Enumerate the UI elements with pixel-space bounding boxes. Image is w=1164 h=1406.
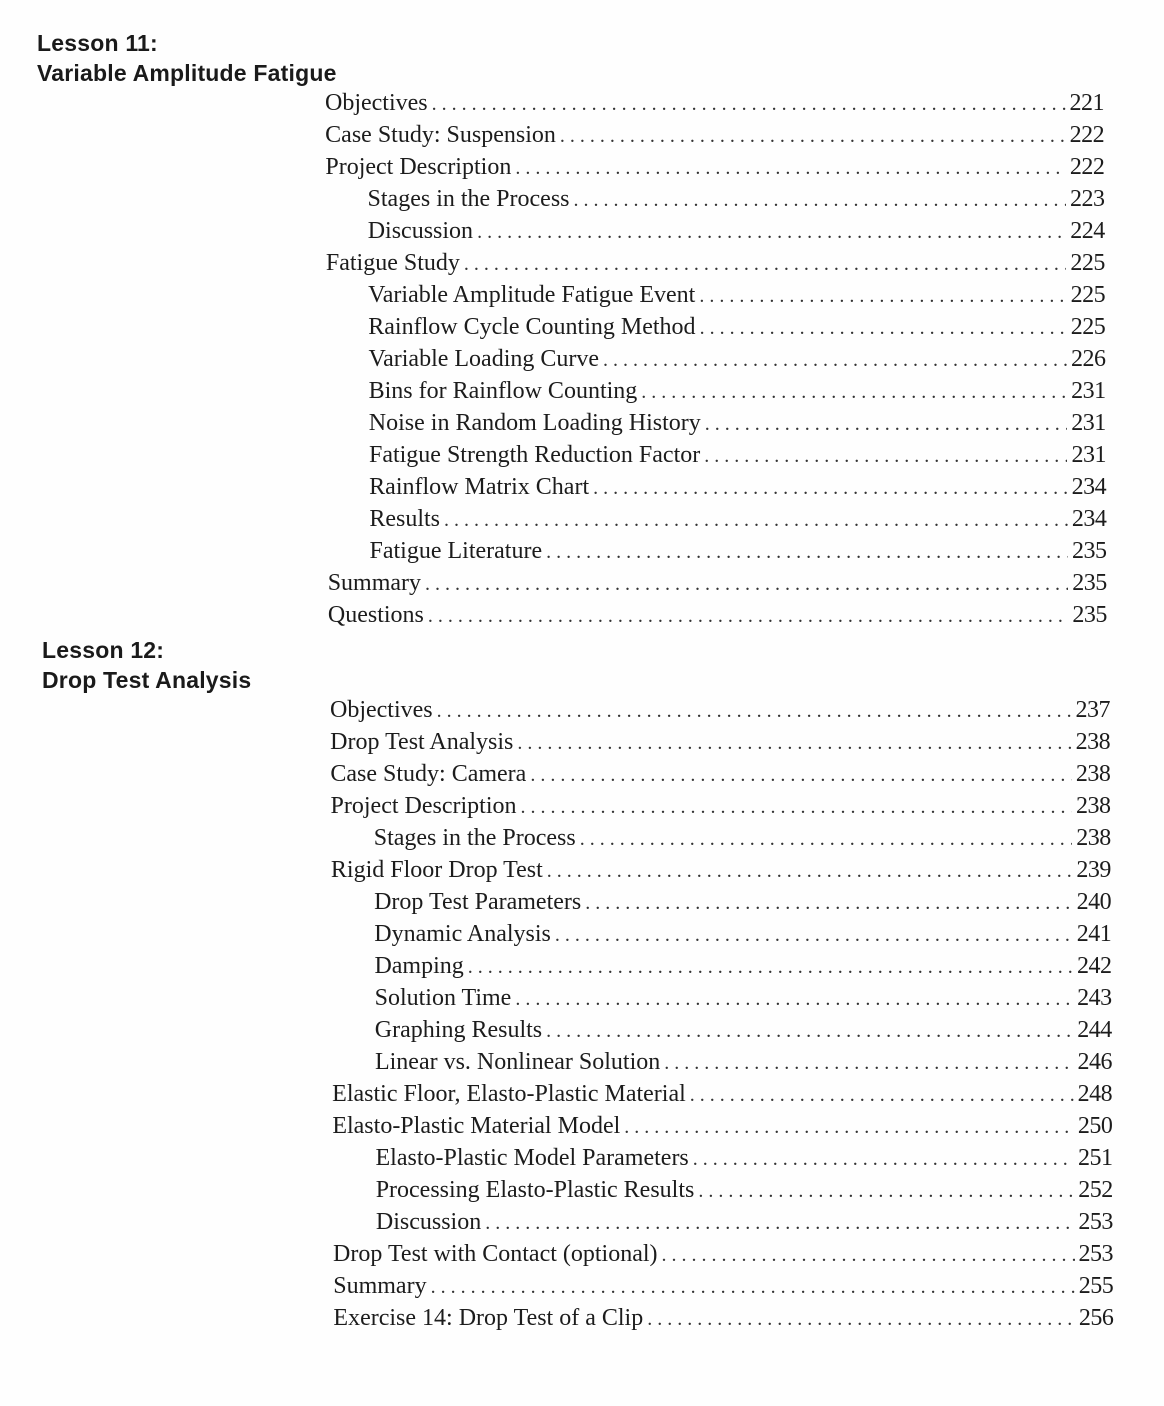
toc-entry-title: Elasto-Plastic Model Parameters [375, 1145, 689, 1171]
dot-leader [705, 408, 1068, 440]
dot-leader [699, 280, 1066, 312]
toc-entry-title: Summary [327, 570, 422, 596]
dot-leader [603, 344, 1067, 376]
dot-leader [485, 1207, 1074, 1239]
dot-leader [664, 1047, 1073, 1079]
toc-entry-title: Drop Test Parameters [374, 889, 582, 915]
toc-entry-page-number: 235 [1072, 538, 1107, 564]
toc-entry-page-number: 223 [1070, 186, 1105, 212]
toc-entry [326, 247, 1105, 279]
toc-entry [333, 1302, 1113, 1334]
toc-entry-page-number: 226 [1070, 346, 1106, 372]
dot-leader [520, 791, 1072, 823]
toc-entry-page-number: 238 [1076, 825, 1111, 851]
dot-leader [464, 248, 1066, 280]
toc-entry-title: Elasto-Plastic Material Model [332, 1113, 621, 1139]
toc-entry [332, 1110, 1112, 1142]
toc-entry [333, 1238, 1113, 1270]
dot-leader [574, 184, 1067, 216]
lesson-title: Variable Amplitude Fatigue [37, 60, 337, 86]
toc-entry [330, 726, 1110, 758]
toc-entry [328, 599, 1107, 631]
toc-entry-page-number: 224 [1070, 218, 1105, 244]
toc-entry-page-number: 240 [1076, 889, 1112, 915]
toc-entry-title: Elastic Floor, Elasto-Plastic Material [332, 1081, 686, 1107]
toc-entry-title: Graphing Results [374, 1017, 543, 1043]
toc-entry-page-number: 242 [1076, 953, 1112, 979]
dot-leader [444, 504, 1068, 536]
toc-entry-page-number: 234 [1071, 474, 1107, 500]
dot-leader [546, 536, 1068, 568]
toc-entry [374, 950, 1111, 982]
toc-entry-title: Solution Time [374, 985, 512, 1011]
lesson-title: Drop Test Analysis [42, 667, 252, 693]
toc-entry-page-number: 231 [1071, 410, 1106, 436]
toc-entry [333, 1270, 1113, 1302]
dot-leader [517, 727, 1071, 759]
toc-entry [368, 311, 1105, 343]
toc-entry-page-number: 255 [1078, 1273, 1114, 1299]
toc-entry-page-number: 237 [1075, 697, 1110, 723]
toc-entry [331, 790, 1111, 822]
toc-entry-title: Objectives [330, 697, 433, 723]
dot-leader [560, 120, 1066, 152]
toc-entry [331, 854, 1111, 886]
toc-entry [374, 886, 1111, 918]
lesson-heading [42, 635, 251, 695]
dot-leader [662, 1239, 1075, 1271]
toc-entry-page-number: 246 [1077, 1049, 1112, 1075]
toc-entry [369, 471, 1106, 503]
dot-leader [437, 695, 1072, 727]
toc-entry-title: Stages in the Process [367, 186, 570, 212]
toc-entry-page-number: 238 [1076, 793, 1111, 819]
toc-entry [376, 1174, 1113, 1206]
toc-entry [325, 151, 1104, 183]
toc-entry-title: Discussion [367, 218, 474, 244]
toc-entry [370, 535, 1107, 567]
dot-leader [624, 1111, 1074, 1143]
toc-entry-title: Fatigue Literature [369, 538, 543, 564]
dot-leader [546, 1015, 1073, 1047]
dot-leader [641, 376, 1067, 408]
toc-entry-title: Drop Test Analysis [330, 729, 514, 755]
toc-entry-page-number: 239 [1076, 857, 1111, 883]
toc-entry-title: Project Description [330, 793, 517, 819]
toc-entry-title: Processing Elasto-Plastic Results [375, 1177, 695, 1203]
toc-entry-title: Linear vs. Nonlinear Solution [374, 1049, 661, 1075]
toc-entry-page-number: 244 [1077, 1017, 1112, 1043]
toc-entry [369, 503, 1106, 535]
toc-entry-title: Results [369, 506, 441, 532]
toc-entry-page-number: 231 [1071, 442, 1106, 468]
toc-entry-title: Variable Loading Curve [368, 346, 600, 372]
dot-leader [693, 1143, 1074, 1175]
dot-leader [593, 472, 1068, 504]
toc-entry-title: Exercise 14: Drop Test of a Clip [333, 1305, 644, 1331]
dot-leader [700, 312, 1067, 344]
dot-leader [647, 1303, 1075, 1335]
toc-entry [330, 758, 1110, 790]
toc-entry-title: Rigid Floor Drop Test [330, 857, 543, 883]
toc-entry-page-number: 235 [1072, 570, 1107, 596]
toc-entry-page-number: 253 [1078, 1209, 1113, 1235]
toc-entry [368, 343, 1105, 375]
dot-leader [704, 440, 1067, 472]
toc-entry [374, 822, 1111, 854]
toc-entry-page-number: 225 [1070, 314, 1106, 340]
toc-entry-title: Dynamic Analysis [374, 921, 551, 947]
toc-entry-page-number: 234 [1071, 506, 1107, 532]
dot-leader [690, 1079, 1074, 1111]
toc-entry-title: Objectives [325, 90, 428, 116]
toc-entry [332, 1078, 1112, 1110]
toc-entry-page-number: 221 [1069, 90, 1104, 116]
dot-leader [432, 88, 1066, 120]
dot-leader [530, 759, 1072, 791]
toc-entry [376, 1206, 1113, 1238]
toc-entry-title: Summary [333, 1273, 427, 1299]
toc-entry-title: Damping [374, 953, 464, 979]
dot-leader [515, 152, 1066, 184]
toc-entry [375, 982, 1112, 1014]
toc-entry-page-number: 251 [1078, 1145, 1113, 1171]
dot-leader [580, 823, 1073, 855]
dot-leader [585, 887, 1072, 919]
toc-entry [368, 215, 1105, 247]
toc-entry [376, 1142, 1113, 1174]
toc-entry-title: Rainflow Matrix Chart [369, 474, 590, 500]
toc-entry-page-number: 241 [1076, 921, 1112, 947]
toc-entry-page-number: 222 [1069, 122, 1105, 148]
toc-entry-title: Project Description [325, 154, 512, 180]
toc-entry [375, 1014, 1112, 1046]
toc-entry-page-number: 253 [1078, 1241, 1114, 1267]
dot-leader [547, 855, 1073, 887]
toc-entry [328, 567, 1107, 599]
toc-entry [368, 279, 1105, 311]
toc-entry-title: Variable Amplitude Fatigue Event [368, 282, 696, 308]
lesson-label: Lesson 11: [37, 30, 158, 56]
toc-entry-page-number: 252 [1078, 1177, 1113, 1203]
toc-entry-page-number: 225 [1070, 282, 1106, 308]
dot-leader [477, 216, 1066, 248]
toc-entry-title: Questions [327, 602, 424, 628]
toc-entry-page-number: 225 [1070, 250, 1105, 276]
dot-leader [468, 951, 1073, 983]
dot-leader [431, 1271, 1075, 1303]
toc-entry [374, 918, 1111, 950]
dot-leader [555, 919, 1073, 951]
toc-entry-title: Drop Test with Contact (optional) [333, 1241, 658, 1267]
toc-entry [369, 439, 1106, 471]
toc-entry-page-number: 238 [1075, 729, 1111, 755]
toc-entry-title: Noise in Random Loading History [368, 410, 701, 436]
toc-entry [325, 87, 1104, 119]
toc-entry-page-number: 243 [1077, 985, 1112, 1011]
dot-leader [698, 1175, 1074, 1207]
toc-entry [369, 407, 1106, 439]
toc-entry-page-number: 238 [1075, 761, 1111, 787]
lesson-heading [37, 28, 337, 88]
toc-entry-page-number: 231 [1071, 378, 1106, 404]
toc-entry-page-number: 235 [1072, 602, 1107, 628]
toc-entry-title: Case Study: Suspension [325, 122, 556, 148]
toc-entry-title: Fatigue Strength Reduction Factor [368, 442, 701, 468]
toc-entry [330, 694, 1110, 726]
toc-entry-title: Rainflow Cycle Counting Method [368, 314, 696, 340]
dot-leader [428, 600, 1069, 632]
toc-entry-title: Discussion [375, 1209, 482, 1235]
toc-entry-title: Case Study: Camera [330, 761, 527, 787]
dot-leader [425, 568, 1068, 600]
lesson-label: Lesson 12: [42, 637, 165, 663]
toc-entry [368, 183, 1105, 215]
toc-entry-page-number: 222 [1069, 154, 1105, 180]
toc-entry-title: Bins for Rainflow Counting [368, 378, 638, 404]
toc-entry-page-number: 256 [1078, 1305, 1114, 1331]
toc-entry-page-number: 250 [1077, 1113, 1113, 1139]
toc-entry [369, 375, 1106, 407]
toc-entry-title: Stages in the Process [373, 825, 576, 851]
toc-entry [375, 1046, 1112, 1078]
dot-leader [515, 983, 1073, 1015]
toc-entry-title: Fatigue Study [325, 250, 460, 276]
toc-entry-page-number: 248 [1077, 1081, 1113, 1107]
toc-entry [325, 119, 1104, 151]
